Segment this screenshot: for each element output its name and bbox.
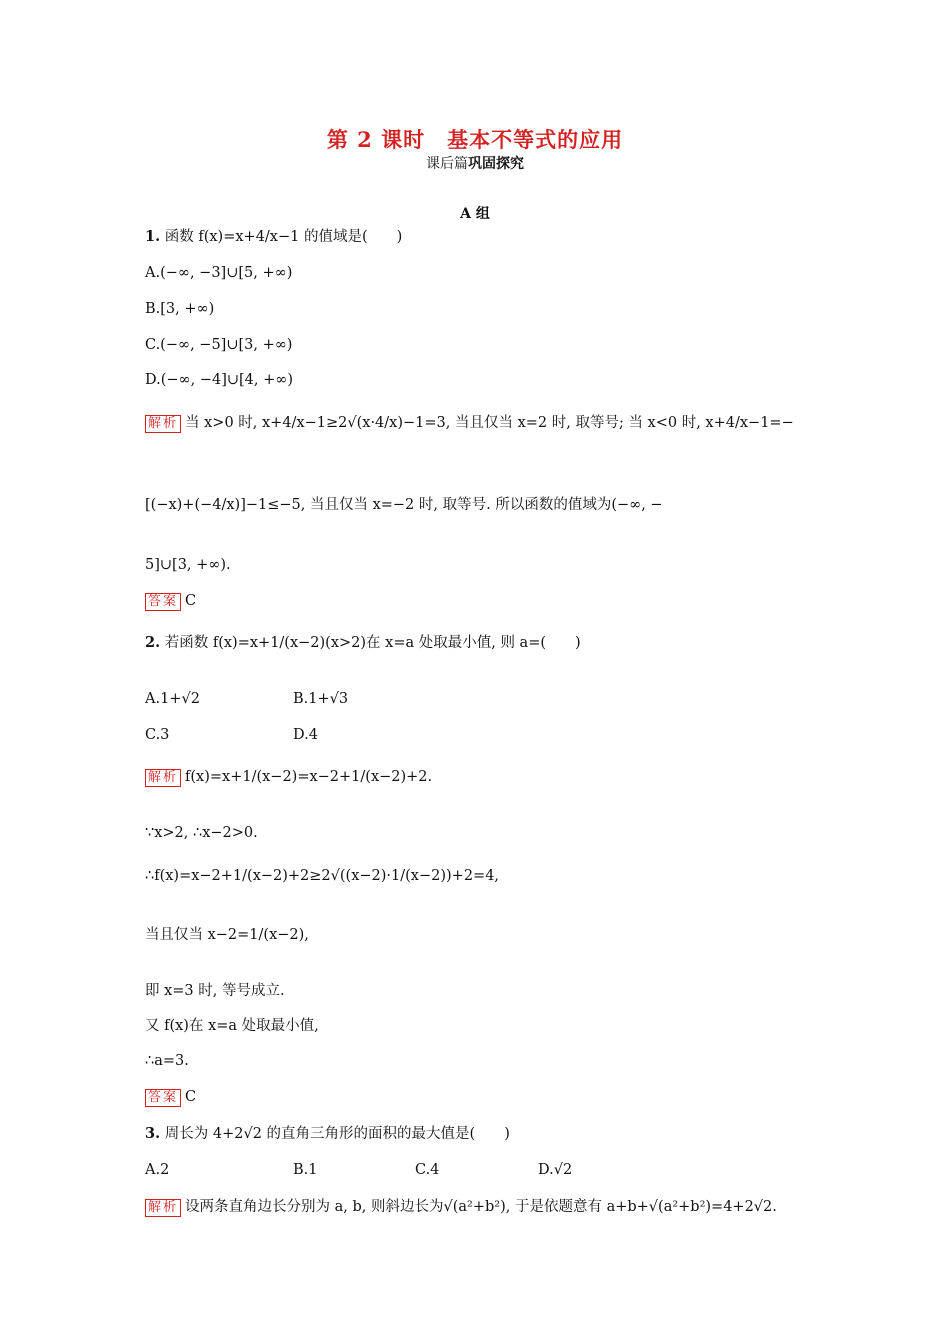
q1-solution-line-1 [145, 413, 794, 433]
subtitle-prefix: 课后篇 [426, 156, 468, 172]
q2-stem-line [145, 633, 581, 653]
q3-stem-line [145, 1124, 510, 1144]
solution-tag: 解析 [145, 415, 181, 433]
solution-tag: 解析 [145, 769, 181, 787]
q3-stem: 周长为 4+2√2 的直角三角形的面积的最大值是( ) [164, 1126, 510, 1142]
q2-option-a: A.1+√2 [145, 691, 200, 707]
q3-option-a: A.2 [145, 1162, 170, 1178]
q2-option-c: C.3 [145, 727, 170, 743]
q2-number: 2. [145, 634, 161, 651]
q1-option-d: D.(−∞, −4]∪[4, +∞) [145, 372, 293, 388]
q2-solution-line-3: ∴f(x)=x−2+1/(x−2)+2≥2√((x−2)·1/(x−2))+2=4, [145, 868, 500, 884]
q1-solution-text-1: 当 x>0 时, x+4/x−1≥2√(x·4/x)−1=3, 当且仅当 x=2 时, 取等号; 当 x<0 时, x+4/x−1=− [185, 415, 794, 431]
answer-tag: 答案 [145, 593, 181, 611]
q2-solution-line-5: 即 x=3 时, 等号成立. [145, 983, 285, 999]
q1-solution-line-2 [145, 495, 663, 515]
q2-options-cd [145, 725, 318, 745]
q2-solution-line-4: 当且仅当 x−2=1/(x−2), [145, 927, 309, 943]
q3-options [145, 1160, 573, 1180]
q2-options-ab [145, 689, 349, 709]
q2-option-b: B.1+√3 [293, 691, 349, 707]
solution-tag: 解析 [145, 1199, 181, 1217]
q2-solution-line-2: ∵x>2, ∴x−2>0. [145, 825, 258, 841]
q1-option-c: C.(−∞, −5]∪[3, +∞) [145, 337, 293, 353]
q3-solution-text: 设两条直角边长分别为 a, b, 则斜边长为√(a²+b²), 于是依题意有 a+b+√(a²+b²)=4+2√2. [185, 1199, 777, 1215]
group-heading: A 组 [460, 206, 490, 222]
q1-stem-line [145, 227, 402, 247]
q2-option-d: D.4 [293, 727, 318, 743]
q2-answer: C [185, 1089, 197, 1105]
q2-solution-text-1: f(x)=x+1/(x−2)=x−2+1/(x−2)+2. [185, 769, 433, 785]
q3-number: 3. [145, 1125, 161, 1142]
q1-number: 1. [145, 228, 161, 245]
q1-option-a: A.(−∞, −3]∪[5, +∞) [145, 265, 293, 281]
q3-solution-line [145, 1197, 777, 1217]
q1-option-b: B.[3, +∞) [145, 301, 215, 317]
q2-solution-line-1 [145, 767, 432, 787]
q1-solution-line-3: 5]∪[3, +∞). [145, 557, 231, 573]
q2-solution-line-6: 又 f(x)在 x=a 处取最小值, [145, 1018, 319, 1034]
q1-answer: C [185, 593, 197, 609]
q2-answer-line [145, 1087, 196, 1107]
q3-option-b: B.1 [293, 1162, 318, 1178]
q2-solution-line-7: ∴a=3. [145, 1053, 189, 1069]
subtitle-bold: 巩固探究 [468, 156, 524, 172]
subtitle [0, 153, 950, 173]
q2-stem: 若函数 f(x)=x+1/(x−2)(x>2)在 x=a 处取最小值, 则 a=( ) [164, 635, 581, 651]
q1-answer-line [145, 591, 196, 611]
q3-option-c: C.4 [415, 1162, 440, 1178]
answer-tag: 答案 [145, 1089, 181, 1107]
q1-stem: 函数 f(x)=x+4/x−1 的值域是( ) [164, 229, 403, 245]
q1-solution-text-2: [(−x)+(−4/x)]−1≤−5, 当且仅当 x=−2 时, 取等号. 所以函数的值域为(−∞, − [145, 497, 663, 513]
page-title: 第 2 课时 基本不等式的应用 [326, 127, 624, 152]
q3-option-d: D.√2 [538, 1162, 573, 1178]
